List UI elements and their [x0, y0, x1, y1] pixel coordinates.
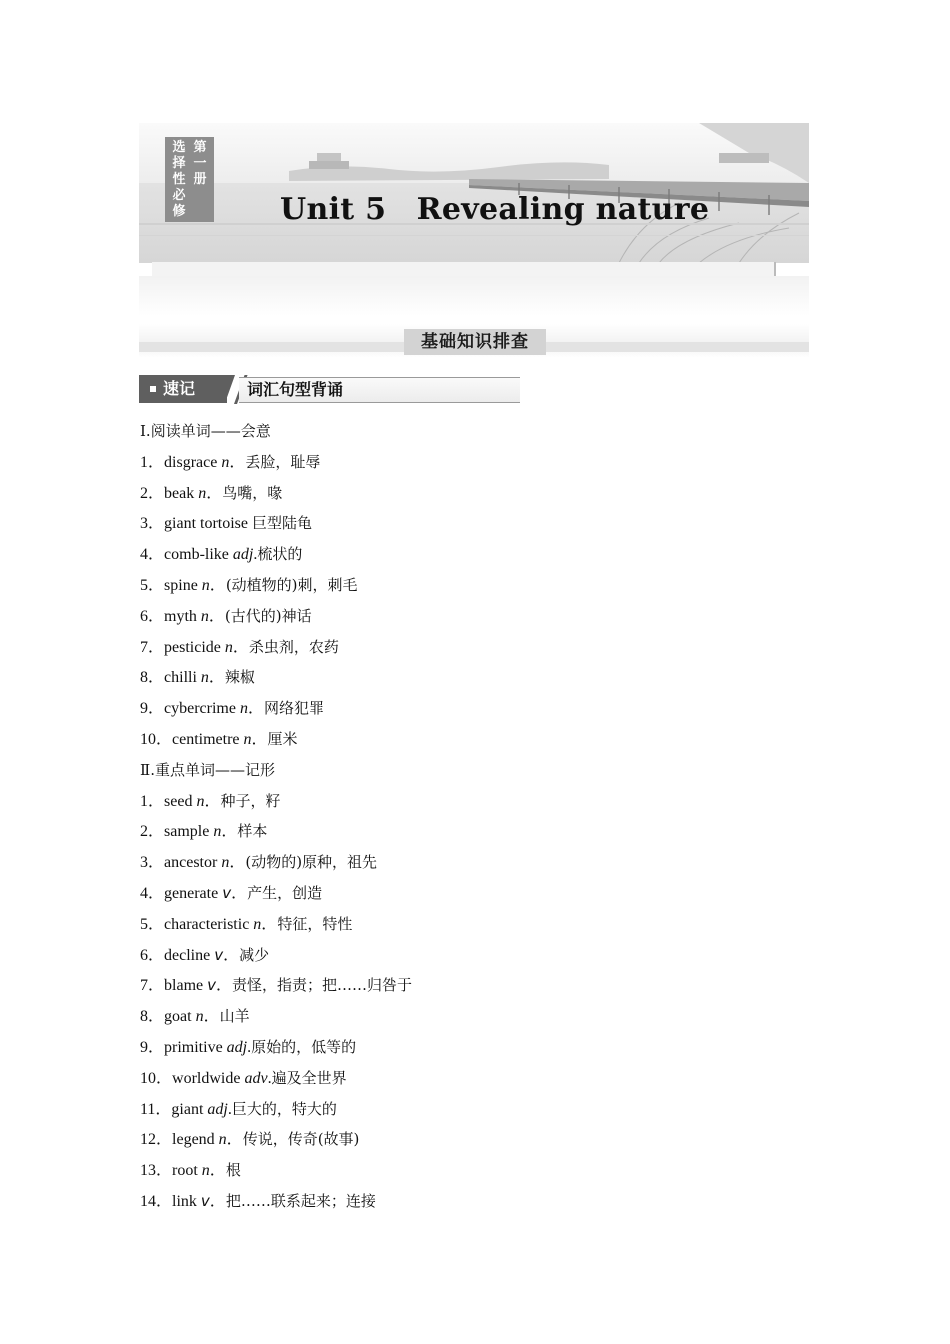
vocab-item-meaning: 特征，特性 — [277, 914, 353, 933]
vocab-item-separator: ． — [247, 700, 264, 718]
section-title: 基础知识排查 — [404, 329, 546, 355]
vocab-item-word: primitive — [164, 1038, 227, 1056]
vocab-item-number: 11． — [140, 1100, 172, 1118]
vocab-list-item — [140, 816, 800, 847]
vocab-group-heading: Ⅰ.阅读单词——会意 — [140, 422, 271, 440]
vocabulary-list — [140, 416, 800, 1217]
vocab-item-number: 2． — [140, 484, 165, 502]
subheading-tag — [139, 375, 227, 403]
vocab-list-item — [140, 1124, 800, 1155]
vocab-item-number: 7． — [140, 977, 165, 995]
vocab-item-word: goat — [164, 1008, 196, 1026]
vocab-item-number: 10． — [140, 730, 173, 748]
vocab-item-separator: . — [267, 1069, 272, 1087]
vocab-item-number: 10． — [140, 1069, 173, 1087]
vocab-item-meaning: 辣椒 — [224, 668, 255, 687]
vocab-item-word: blame — [164, 977, 208, 995]
vocab-item-number: 1． — [140, 453, 165, 471]
banner-fade — [139, 276, 809, 316]
vocab-item-word: worldwide — [172, 1069, 245, 1087]
vocab-item-number: 8． — [140, 669, 165, 687]
vocab-item-word: characteristic — [164, 915, 254, 933]
vocab-item-meaning: 产生，创造 — [247, 883, 323, 902]
vocab-item-pos: adv — [244, 1069, 268, 1087]
vocab-group-heading: Ⅱ.重点单词——记形 — [140, 760, 275, 779]
vocab-item-pos: n — [201, 576, 210, 594]
vocab-item-word: disgrace — [164, 453, 222, 471]
vocab-item-word: seed — [164, 792, 197, 810]
vocab-item-meaning: (古代的)神话 — [224, 606, 312, 625]
vocab-list-item — [140, 478, 800, 509]
vocab-list-item — [140, 970, 800, 1001]
vocab-item-separator: ． — [209, 1162, 226, 1180]
vocab-item-number: 8． — [140, 1008, 165, 1026]
vocab-item-pos: adj — [232, 546, 254, 564]
vocab-item-number: 3． — [140, 854, 165, 872]
vocab-item-separator: . — [253, 546, 258, 564]
vocab-item-separator: ． — [216, 977, 233, 995]
vocab-item-number: 5． — [140, 915, 165, 933]
vocab-item-word: ancestor — [164, 854, 222, 872]
vocab-item-separator: ． — [206, 484, 223, 502]
subheading-title: 词汇句型背诵 — [247, 380, 344, 399]
vocab-item-pos: n — [218, 1131, 227, 1149]
vocab-list-item — [140, 662, 800, 693]
vocab-item-number: 5． — [140, 576, 165, 594]
vocab-item-word: root — [172, 1162, 202, 1180]
vocab-item-separator: ． — [229, 453, 246, 471]
vocab-item-pos: adj — [226, 1038, 248, 1056]
vocab-list-item — [140, 570, 800, 601]
vocab-item-number: 1． — [140, 792, 165, 810]
vocab-item-separator: ． — [261, 915, 278, 933]
vocab-item-number: 6． — [140, 607, 165, 625]
vocab-item-pos: n — [221, 854, 230, 872]
vocab-item-pos: v — [207, 976, 216, 995]
vocab-item-meaning: 巨大的，特大的 — [231, 1099, 337, 1118]
vocab-item-meaning: 原始的，低等的 — [251, 1037, 357, 1056]
vocab-item-separator: ． — [209, 1192, 226, 1210]
vocab-item-meaning: 把……联系起来；连接 — [225, 1191, 376, 1210]
vocab-item-number: 12． — [140, 1131, 173, 1149]
vocab-item-number: 6． — [140, 946, 165, 964]
vocab-item-separator: ． — [208, 607, 225, 625]
subheading-tag-text: 速记 — [163, 379, 196, 398]
vocab-item-meaning: 杀虫剂，农药 — [248, 637, 339, 656]
vocab-item-number: 7． — [140, 638, 165, 656]
vocab-item-separator: . — [227, 1100, 232, 1118]
vocab-item-meaning: 巨型陆龟 — [252, 514, 313, 533]
vocab-list-item — [140, 847, 800, 878]
vocab-item-number: 9． — [140, 1038, 165, 1056]
vocab-list-item — [140, 878, 800, 909]
vocab-list-item — [140, 693, 800, 724]
vocab-item-word: decline — [164, 946, 215, 964]
vocab-item-separator: ． — [231, 884, 248, 902]
vocab-item-meaning: 遍及全世界 — [271, 1068, 347, 1087]
subheading-title-box — [239, 377, 520, 403]
vocab-item-meaning: 责怪，指责；把……归咎于 — [232, 976, 413, 995]
vocab-item-separator: ． — [208, 669, 225, 687]
vocab-item-number: 9． — [140, 700, 165, 718]
vocab-item-word: generate — [164, 884, 223, 902]
vocab-item-pos: adj — [207, 1100, 228, 1118]
vocab-item-separator: ． — [229, 854, 246, 872]
vocab-item-separator: ． — [204, 792, 221, 810]
vocab-item-word: sample — [164, 823, 214, 841]
vocab-item-pos: n — [224, 638, 233, 656]
vocab-item-separator: ． — [251, 730, 268, 748]
vocab-item-pos: n — [239, 700, 248, 718]
unit-title: Unit 5 Revealing nature — [280, 192, 710, 227]
vocab-item-pos: n — [200, 669, 209, 687]
vocab-item-pos: n — [196, 792, 205, 810]
vocab-item-word: comb-like — [164, 546, 233, 564]
vocab-item-word: chilli — [164, 669, 201, 687]
vocab-list-item — [140, 786, 800, 817]
vocab-list-item — [140, 1063, 800, 1094]
vocab-item-word: spine — [164, 576, 202, 594]
vocab-item-pos: n — [243, 730, 252, 748]
vocab-list-item — [140, 909, 800, 940]
vocab-item-word: giant tortoise — [164, 515, 252, 533]
vocab-item-meaning: 鸟嘴，喙 — [222, 483, 283, 502]
vocab-item-meaning: (动物的)原种，祖先 — [245, 853, 378, 872]
vocab-item-meaning: 减少 — [239, 945, 270, 964]
vocab-list-item — [140, 1155, 800, 1186]
vocab-list-item — [140, 601, 800, 632]
vocab-item-meaning: (动植物的)刺，刺毛 — [225, 575, 358, 594]
vocab-item-pos: n — [253, 915, 262, 933]
vocab-item-pos: n — [200, 607, 209, 625]
vocab-item-meaning: 传说，传奇(故事) — [242, 1130, 360, 1149]
vocab-item-word: beak — [164, 484, 199, 502]
vocab-item-meaning: 网络犯罪 — [263, 699, 324, 718]
vocab-item-number: 2． — [140, 823, 165, 841]
vocab-item-number: 4． — [140, 884, 165, 902]
vocab-list-item — [140, 508, 800, 539]
vocab-item-word: myth — [164, 607, 201, 625]
vocab-list-item — [140, 632, 800, 663]
vocab-list-item — [140, 940, 800, 971]
subheading-slash-shape — [225, 375, 235, 403]
book-tag-column-2: 第一册 — [193, 140, 207, 187]
vocab-item-number: 13． — [140, 1162, 173, 1180]
subheading-box — [139, 375, 520, 403]
vocab-list-item — [140, 539, 800, 570]
vocab-item-meaning: 丢脸，耻辱 — [245, 452, 321, 471]
vocab-item-pos: v — [200, 1191, 210, 1210]
vocab-item-separator: ． — [232, 638, 249, 656]
square-bullet-icon — [150, 386, 156, 392]
book-volume-tag — [165, 137, 214, 222]
vocab-item-meaning: 样本 — [237, 822, 268, 841]
vocab-item-pos: n — [201, 1162, 210, 1180]
vocab-item-word: cybercrime — [164, 700, 240, 718]
vocab-list-item — [140, 1001, 800, 1032]
book-tag-column-1: 选择性必修 — [172, 140, 186, 219]
vocab-item-separator: ． — [203, 1008, 220, 1026]
vocab-item-number: 14． — [140, 1192, 173, 1210]
vocab-item-separator: ． — [221, 823, 238, 841]
vocab-item-separator: ． — [209, 576, 226, 594]
vocab-item-pos: n — [213, 823, 222, 841]
vocab-item-separator: ． — [223, 946, 240, 964]
vocab-item-number: 3． — [140, 515, 165, 533]
vocab-item-meaning: 根 — [225, 1161, 241, 1180]
vocab-item-meaning: 厘米 — [267, 729, 298, 748]
vocab-item-word: link — [172, 1192, 201, 1210]
vocab-item-meaning: 种子，籽 — [220, 791, 281, 810]
vocab-list-item — [140, 1186, 800, 1217]
vocab-item-meaning: 山羊 — [219, 1007, 250, 1026]
vocab-item-word: giant — [171, 1100, 208, 1118]
vocab-list-item — [140, 1094, 800, 1125]
vocab-item-separator: ． — [226, 1131, 243, 1149]
vocab-item-number: 4． — [140, 546, 165, 564]
vocab-list-item — [140, 724, 800, 755]
vocab-list-item — [140, 1032, 800, 1063]
vocab-item-pos: n — [221, 453, 230, 471]
vocab-list-item — [140, 447, 800, 478]
vocab-item-pos: v — [214, 945, 224, 964]
vocab-item-pos: n — [195, 1008, 204, 1026]
vocab-item-meaning: 梳状的 — [257, 545, 303, 564]
vocab-item-pos: v — [222, 883, 232, 902]
vocab-item-word: legend — [172, 1131, 219, 1149]
vocab-item-pos: n — [198, 484, 207, 502]
vocab-item-word: centimetre — [172, 730, 244, 748]
vocab-item-separator: . — [247, 1038, 252, 1056]
vocab-item-word: pesticide — [164, 638, 225, 656]
